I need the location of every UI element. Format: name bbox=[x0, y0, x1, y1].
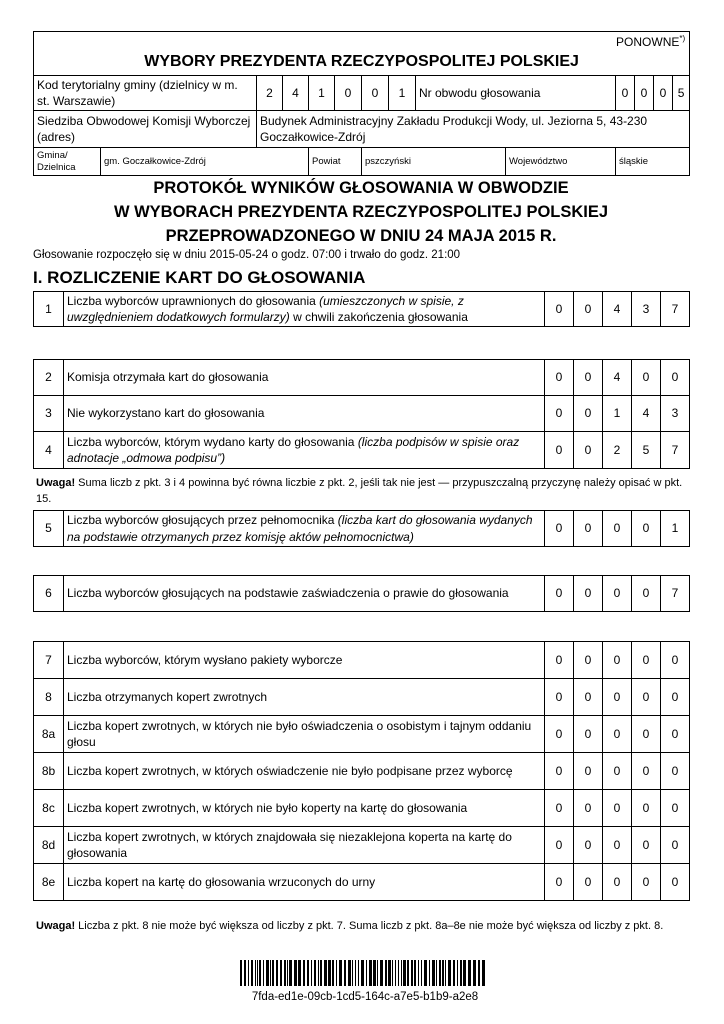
results-table bbox=[33, 641, 690, 901]
row-digit: 0 bbox=[632, 827, 661, 864]
row-description: Liczba kopert na kartę do głosowania wrzuconych do urny bbox=[64, 864, 545, 901]
row-digit: 0 bbox=[603, 753, 632, 790]
row-description: Liczba wyborców, którym wydano karty do głosowania (liczba podpisów w spisie oraz adnotacje „odmowa podpisu”) bbox=[64, 432, 545, 469]
row-digit: 0 bbox=[545, 716, 574, 753]
row-digit: 0 bbox=[603, 864, 632, 901]
barcode-bar bbox=[398, 960, 399, 986]
row-digit: 0 bbox=[603, 716, 632, 753]
table-row bbox=[34, 360, 690, 396]
barcode-bar bbox=[457, 960, 458, 986]
barcode-bar bbox=[348, 960, 351, 986]
barcode-bar bbox=[294, 960, 297, 986]
row-digit: 0 bbox=[603, 679, 632, 716]
row-digit: 0 bbox=[545, 790, 574, 827]
district-number-digit: 0 bbox=[616, 76, 635, 111]
protocol-title bbox=[33, 176, 689, 248]
row-number: 8b bbox=[34, 753, 64, 790]
gmina-label: Gmina/ Dzielnica bbox=[34, 148, 101, 176]
barcode-bar bbox=[255, 960, 256, 986]
barcode-bar bbox=[311, 960, 312, 986]
barcode-bar bbox=[307, 960, 309, 986]
row-digit: 0 bbox=[545, 511, 574, 547]
table-row bbox=[34, 511, 690, 547]
row-digit: 0 bbox=[545, 576, 574, 612]
barcode-bar bbox=[448, 960, 451, 986]
row-digit: 0 bbox=[574, 790, 603, 827]
row-digit: 0 bbox=[661, 716, 690, 753]
barcode-bar bbox=[303, 960, 305, 986]
row-digit: 4 bbox=[603, 292, 632, 327]
row-digit: 0 bbox=[545, 679, 574, 716]
row-digit: 4 bbox=[603, 360, 632, 396]
election-title: WYBORY PREZYDENTA RZECZYPOSPOLITEJ POLSKIEJ bbox=[144, 53, 579, 71]
row-digit: 0 bbox=[603, 576, 632, 612]
row-digit: 0 bbox=[545, 432, 574, 469]
barcode-bar bbox=[314, 960, 316, 986]
barcode-bar bbox=[442, 960, 444, 986]
row-digit: 5 bbox=[632, 432, 661, 469]
row-digit: 0 bbox=[661, 753, 690, 790]
powiat-value: pszczyński bbox=[362, 148, 506, 176]
barcode-bar bbox=[377, 960, 378, 986]
row-number: 8d bbox=[34, 827, 64, 864]
results-table bbox=[33, 575, 690, 612]
barcode-bar bbox=[432, 960, 435, 986]
territorial-code-digit: 0 bbox=[335, 76, 362, 111]
row-digit: 0 bbox=[632, 679, 661, 716]
barcode-bar bbox=[240, 960, 242, 986]
barcode-bar bbox=[403, 960, 406, 986]
row-description: Liczba kopert zwrotnych, w których nie było koperty na kartę do głosowania bbox=[64, 790, 545, 827]
barcode-bar bbox=[352, 960, 353, 986]
row-description: Liczba wyborców uprawnionych do głosowania (umieszczonych w spisie, z uwzględnieniem dodatkowych formularzy) w chwili zakończenia głosowania bbox=[64, 292, 545, 327]
barcode-bar bbox=[388, 960, 391, 986]
barcode-bar bbox=[401, 960, 402, 986]
table-row bbox=[34, 396, 690, 432]
row-description: Liczba otrzymanych kopert zwrotnych bbox=[64, 679, 545, 716]
barcode-bar bbox=[380, 960, 383, 986]
protocol-title-line: W WYBORACH PREZYDENTA RZECZYPOSPOLITEJ POLSKIEJ bbox=[113, 203, 609, 221]
barcode-bar bbox=[248, 960, 249, 986]
row-digit: 0 bbox=[574, 642, 603, 679]
repeat-mark: PONOWNE*) bbox=[616, 34, 686, 49]
territorial-code-digit: 0 bbox=[362, 76, 389, 111]
row-number: 4 bbox=[34, 432, 64, 469]
row-digit: 0 bbox=[661, 827, 690, 864]
row-digit: 0 bbox=[545, 360, 574, 396]
barcode-bar bbox=[358, 960, 359, 986]
row-digit: 0 bbox=[574, 864, 603, 901]
row-number: 2 bbox=[34, 360, 64, 396]
results-table bbox=[33, 291, 690, 327]
table-row bbox=[34, 790, 690, 827]
section-title: I. ROZLICZENIE KART DO GŁOSOWANIA bbox=[33, 268, 366, 287]
barcode-bar bbox=[336, 960, 337, 986]
row-digit: 3 bbox=[632, 292, 661, 327]
row-digit: 0 bbox=[661, 790, 690, 827]
table-row bbox=[34, 642, 690, 679]
district-number-digit: 5 bbox=[673, 76, 690, 111]
barcode-bar bbox=[407, 960, 409, 986]
row-digit: 0 bbox=[574, 827, 603, 864]
row-digit: 0 bbox=[574, 511, 603, 547]
barcode-bar bbox=[324, 960, 327, 986]
barcode-bar bbox=[361, 960, 364, 986]
row-digit: 0 bbox=[632, 642, 661, 679]
barcode-bar bbox=[424, 960, 427, 986]
territorial-code-digit: 2 bbox=[257, 76, 283, 111]
voivodeship-value: śląskie bbox=[616, 148, 690, 176]
row-digit: 0 bbox=[632, 864, 661, 901]
row-description: Liczba wyborców głosujących na podstawie zaświadczenia o prawie do głosowania bbox=[64, 576, 545, 612]
barcode-bar bbox=[392, 960, 393, 986]
table-row bbox=[34, 679, 690, 716]
row-number: 8e bbox=[34, 864, 64, 901]
row-digit: 7 bbox=[661, 292, 690, 327]
district-number-label: Nr obwodu głosowania bbox=[416, 76, 616, 111]
row-description: Liczba wyborców, którym wysłano pakiety wyborcze bbox=[64, 642, 545, 679]
barcode-bar bbox=[385, 960, 387, 986]
barcode-bar bbox=[266, 960, 269, 986]
table-row bbox=[34, 753, 690, 790]
barcode bbox=[240, 960, 488, 986]
barcode-bar bbox=[263, 960, 264, 986]
barcode-bar bbox=[436, 960, 437, 986]
barcode-bar bbox=[366, 960, 367, 986]
table-row bbox=[34, 292, 690, 327]
barcode-bar bbox=[320, 960, 322, 986]
barcode-bar bbox=[429, 960, 430, 986]
barcode-bar bbox=[276, 960, 278, 986]
row-number: 8a bbox=[34, 716, 64, 753]
barcode-bar bbox=[473, 960, 476, 986]
row-description: Nie wykorzystano kart do głosowania bbox=[64, 396, 545, 432]
row-digit: 0 bbox=[603, 827, 632, 864]
barcode-bar bbox=[244, 960, 246, 986]
barcode-bar bbox=[418, 960, 419, 986]
row-digit: 0 bbox=[661, 642, 690, 679]
row-digit: 1 bbox=[603, 396, 632, 432]
row-digit: 0 bbox=[574, 753, 603, 790]
barcode-bar bbox=[439, 960, 441, 986]
barcode-bar bbox=[259, 960, 261, 986]
row-digit: 0 bbox=[545, 396, 574, 432]
barcode-bar bbox=[257, 960, 258, 986]
barcode-bar bbox=[445, 960, 446, 986]
barcode-bar bbox=[289, 960, 292, 986]
row-digit: 7 bbox=[661, 576, 690, 612]
powiat-label: Powiat bbox=[309, 148, 362, 176]
protocol-title-line: PROTOKÓŁ WYNIKÓW GŁOSOWANIA W OBWODZIE bbox=[153, 179, 569, 197]
territorial-code-digit: 4 bbox=[283, 76, 309, 111]
barcode-bar bbox=[298, 960, 301, 986]
row-digit: 0 bbox=[632, 360, 661, 396]
row-number: 7 bbox=[34, 642, 64, 679]
barcode-bar bbox=[270, 960, 271, 986]
barcode-bar bbox=[478, 960, 480, 986]
district-number-digit: 0 bbox=[654, 76, 673, 111]
row-number: 1 bbox=[34, 292, 64, 327]
territorial-code-digit: 1 bbox=[389, 76, 416, 111]
row-description: Komisja otrzymała kart do głosowania bbox=[64, 360, 545, 396]
row-digit: 0 bbox=[632, 511, 661, 547]
barcode-bar bbox=[272, 960, 274, 986]
barcode-bar bbox=[328, 960, 331, 986]
row-digit: 0 bbox=[545, 827, 574, 864]
row-description: Liczba wyborców głosujących przez pełnomocnika (liczba kart do głosowania wydanych na podstawie otrzymanych przez komisję aktów pełnomocnictwa) bbox=[64, 511, 545, 547]
row-description: Liczba kopert zwrotnych, w których znajdowała się niezaklejona koperta na kartę do głosowania bbox=[64, 827, 545, 864]
commission-seat-address: Budynek Administracyjny Zakładu Produkcji Wody, ul. Jeziorna 5, 43-230 Goczałkowice-Zdrój bbox=[257, 111, 690, 148]
row-digit: 7 bbox=[661, 432, 690, 469]
row-digit: 0 bbox=[603, 511, 632, 547]
row-number: 6 bbox=[34, 576, 64, 612]
row-digit: 0 bbox=[632, 790, 661, 827]
table-row bbox=[34, 716, 690, 753]
barcode-bar bbox=[411, 960, 413, 986]
voting-time: Głosowanie rozpoczęło się w dniu 2015-05-24 o godz. 07:00 i trwało do godz. 21:00 bbox=[33, 249, 461, 261]
protocol-title-line: PRZEPROWADZONEGO W DNIU 24 MAJA 2015 R. bbox=[165, 227, 557, 245]
gmina-value: gm. Goczałkowice-Zdrój bbox=[101, 148, 309, 176]
row-digit: 0 bbox=[574, 576, 603, 612]
row-digit: 0 bbox=[661, 360, 690, 396]
barcode-bar bbox=[421, 960, 422, 986]
barcode-bar bbox=[395, 960, 396, 986]
election-title-cell bbox=[34, 32, 690, 76]
barcode-bar bbox=[369, 960, 372, 986]
barcode-bar bbox=[482, 960, 485, 986]
note-sum-check: Uwaga! Suma liczb z pkt. 3 i 4 powinna być równa liczbie z pkt. 2, jeśli tak nie jest — przypuszczalną przyczynę należy opisać w pkt. 15. bbox=[36, 477, 683, 505]
table-row bbox=[34, 864, 690, 901]
barcode-bar bbox=[355, 960, 356, 986]
row-digit: 3 bbox=[661, 396, 690, 432]
row-description: Liczba kopert zwrotnych, w których nie było oświadczenia o osobistym i tajnym oddaniu głosu bbox=[64, 716, 545, 753]
barcode-bar bbox=[318, 960, 319, 986]
row-digit: 0 bbox=[632, 576, 661, 612]
barcode-bar bbox=[287, 960, 288, 986]
note-envelope-check: Uwaga! Liczba z pkt. 8 nie może być większa od liczby z pkt. 7. Suma liczb z pkt. 8a–8e nie może być większa od liczby z pkt. 8. bbox=[36, 920, 664, 932]
row-digit: 0 bbox=[632, 716, 661, 753]
row-number: 3 bbox=[34, 396, 64, 432]
row-description: Liczba kopert zwrotnych, w których oświadczenie nie było podpisane przez wyborcę bbox=[64, 753, 545, 790]
district-number-digit: 0 bbox=[635, 76, 654, 111]
row-digit: 0 bbox=[574, 679, 603, 716]
territorial-code-digit: 1 bbox=[309, 76, 335, 111]
row-digit: 0 bbox=[574, 396, 603, 432]
row-digit: 0 bbox=[603, 790, 632, 827]
row-digit: 2 bbox=[603, 432, 632, 469]
voivodeship-label: Województwo bbox=[506, 148, 616, 176]
row-digit: 0 bbox=[574, 432, 603, 469]
row-digit: 0 bbox=[632, 753, 661, 790]
row-digit: 0 bbox=[661, 864, 690, 901]
row-number: 8c bbox=[34, 790, 64, 827]
barcode-bar bbox=[339, 960, 342, 986]
row-digit: 0 bbox=[545, 642, 574, 679]
document-code: 7fda-ed1e-09cb-1cd5-164c-a7e5-b1b9-a2e8 bbox=[251, 991, 479, 1003]
row-digit: 1 bbox=[661, 511, 690, 547]
row-number: 5 bbox=[34, 511, 64, 547]
row-digit: 4 bbox=[632, 396, 661, 432]
results-table bbox=[33, 359, 690, 469]
row-digit: 0 bbox=[574, 360, 603, 396]
barcode-bar bbox=[284, 960, 286, 986]
row-digit: 0 bbox=[603, 642, 632, 679]
row-digit: 0 bbox=[574, 716, 603, 753]
table-row bbox=[34, 432, 690, 469]
table-row bbox=[34, 827, 690, 864]
row-digit: 0 bbox=[545, 864, 574, 901]
territorial-code-label: Kod terytorialny gminy (dzielnicy w m. st. Warszawie) bbox=[34, 76, 257, 111]
header-table bbox=[33, 31, 690, 176]
row-digit: 0 bbox=[661, 679, 690, 716]
table-row bbox=[34, 576, 690, 612]
barcode-bar bbox=[453, 960, 455, 986]
row-number: 8 bbox=[34, 679, 64, 716]
barcode-bar bbox=[468, 960, 471, 986]
results-table bbox=[33, 510, 690, 547]
barcode-bar bbox=[373, 960, 376, 986]
barcode-bar bbox=[280, 960, 282, 986]
barcode-bar bbox=[460, 960, 462, 986]
row-digit: 0 bbox=[574, 292, 603, 327]
barcode-bar bbox=[251, 960, 253, 986]
barcode-bar bbox=[414, 960, 416, 986]
row-digit: 0 bbox=[545, 292, 574, 327]
row-digit: 0 bbox=[545, 753, 574, 790]
barcode-bar bbox=[463, 960, 466, 986]
barcode-bar bbox=[344, 960, 346, 986]
commission-seat-label: Siedziba Obwodowej Komisji Wyborczej (adres) bbox=[34, 111, 257, 148]
barcode-bar bbox=[332, 960, 334, 986]
